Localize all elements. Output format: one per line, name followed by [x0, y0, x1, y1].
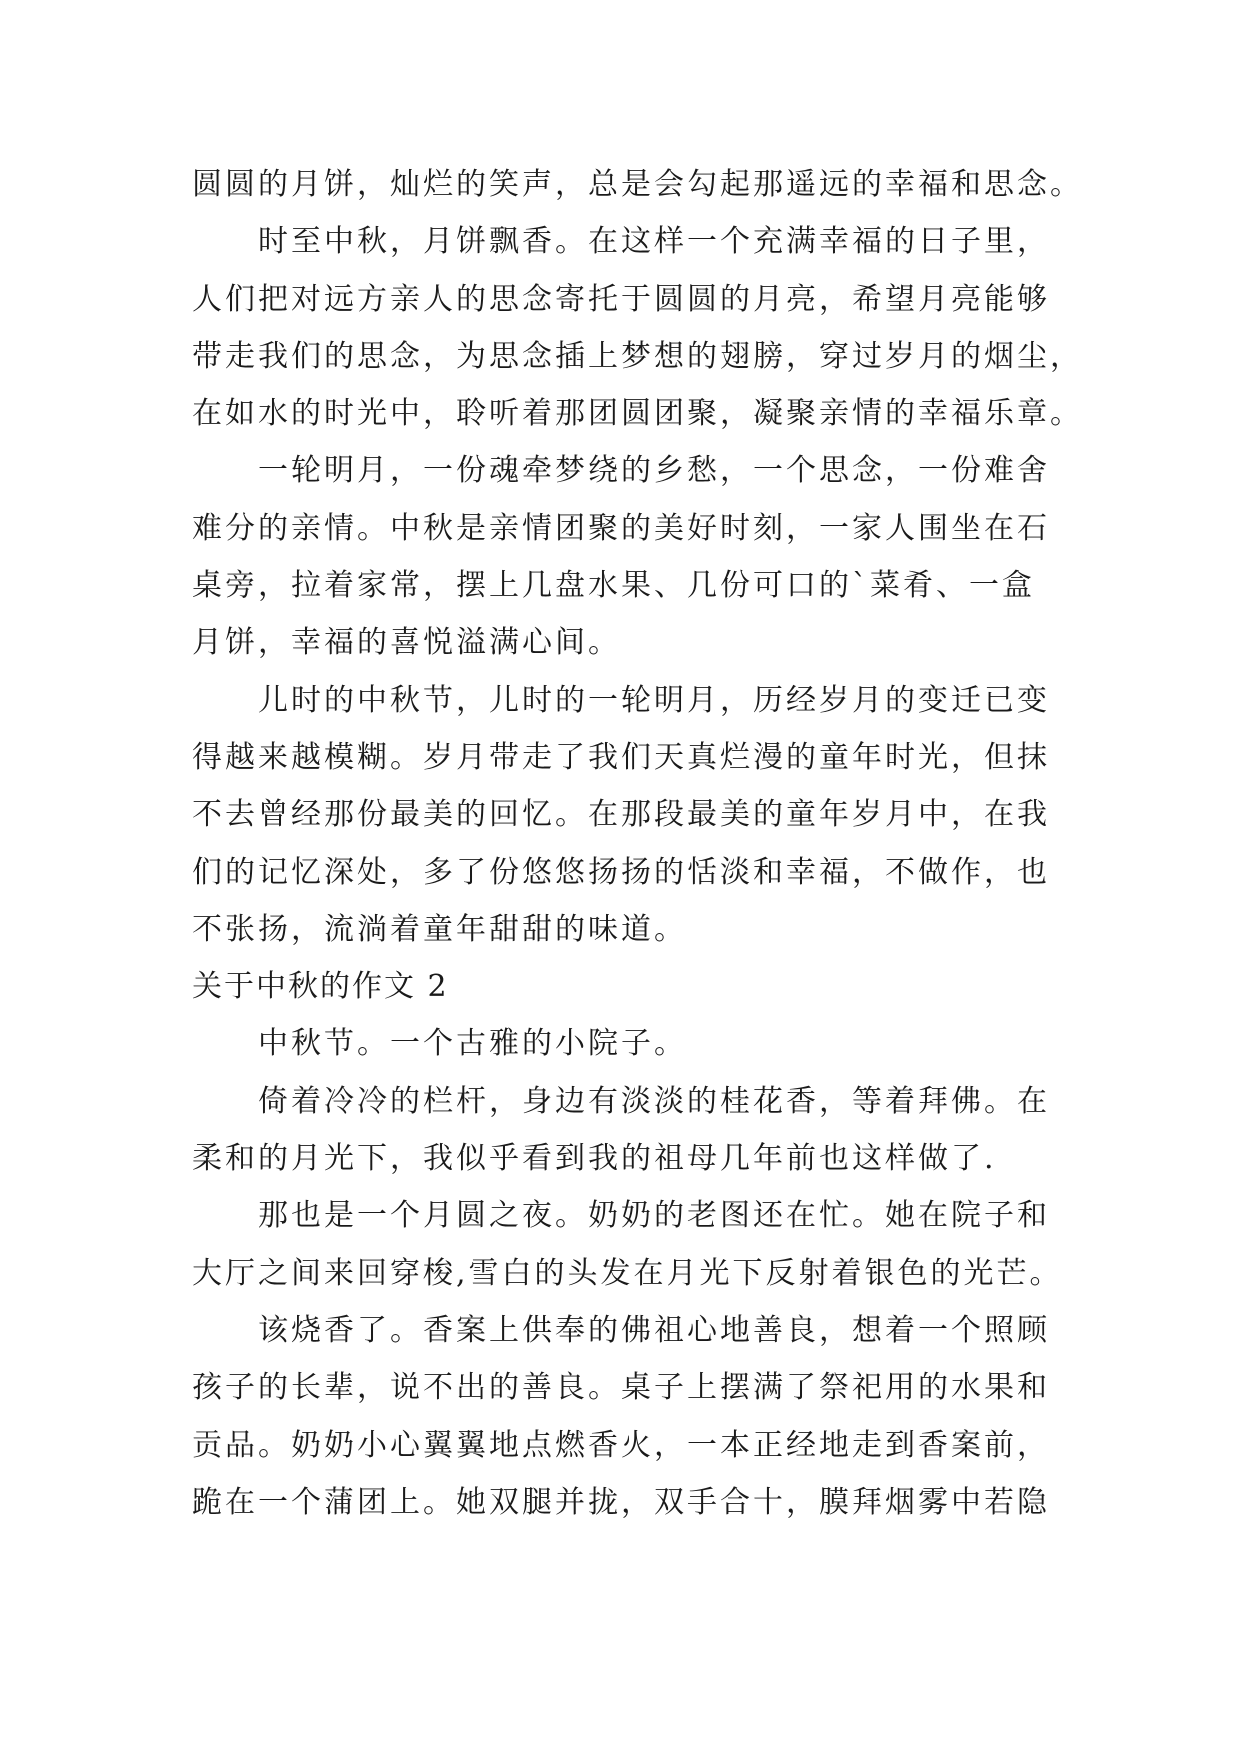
text-line: 贡品。奶奶小心翼翼地点燃香火，一本正经地走到香案前，: [192, 1427, 1050, 1463]
text-line: 孩子的长辈，说不出的善良。桌子上摆满了祭祀用的水果和: [192, 1370, 1050, 1406]
paragraph-first-line: 倚着冷冷的栏杆，身边有淡淡的桂花香，等着拜佛。在: [258, 1083, 1050, 1119]
essay-heading: 关于中秋的作文 2: [192, 969, 449, 1005]
paragraph-first-line: 时至中秋，月饼飘香。在这样一个充满幸福的日子里，: [258, 224, 1050, 260]
paragraph-first-line: 那也是一个月圆之夜。奶奶的老图还在忙。她在院子和: [258, 1198, 1050, 1234]
essay-body: [192, 156, 1083, 1531]
text-line: 大厅之间来回穿梭,雪白的头发在月光下反射着银色的光芒。: [192, 1255, 1063, 1291]
paragraph-first-line: 该烧香了。香案上供奉的佛祖心地善良，想着一个照顾: [258, 1312, 1050, 1348]
text-line: 不张扬，流淌着童年甜甜的味道。: [192, 911, 687, 947]
text-line: 们的记忆深处，多了份悠悠扬扬的恬淡和幸福，不做作，也: [192, 854, 1050, 890]
text-line: 人们把对远方亲人的思念寄托于圆圆的月亮，希望月亮能够: [192, 281, 1050, 317]
text-line: 跪在一个蒲团上。她双腿并拢，双手合十，膜拜烟雾中若隐: [192, 1484, 1050, 1520]
text-line: 柔和的月光下，我似乎看到我的祖母几年前也这样做了.: [192, 1141, 997, 1177]
text-line: 桌旁，拉着家常，摆上几盘水果、几份可口的`菜肴、一盒: [192, 568, 1035, 604]
paragraph-first-line: 一轮明月，一份魂牵梦绕的乡愁，一个思念，一份难舍: [258, 453, 1050, 489]
text-line: 月饼，幸福的喜悦溢满心间。: [192, 625, 621, 661]
text-line: 得越来越模糊。岁月带走了我们天真烂漫的童年时光，但抹: [192, 739, 1050, 775]
paragraph-first-line: 儿时的中秋节，儿时的一轮明月，历经岁月的变迁已变: [258, 682, 1050, 718]
text-line: 在如水的时光中，聆听着那团圆团聚，凝聚亲情的幸福乐章。: [192, 396, 1083, 432]
paragraph-first-line: 中秋节。一个古雅的小院子。: [258, 1026, 687, 1062]
text-line: 难分的亲情。中秋是亲情团聚的美好时刻，一家人围坐在石: [192, 510, 1050, 546]
text-line: 带走我们的思念，为思念插上梦想的翅膀，穿过岁月的烟尘，: [192, 338, 1083, 374]
text-line: 不去曾经那份最美的回忆。在那段最美的童年岁月中，在我: [192, 797, 1050, 833]
text-line: 圆圆的月饼，灿烂的笑声，总是会勾起那遥远的幸福和思念。: [192, 167, 1083, 202]
